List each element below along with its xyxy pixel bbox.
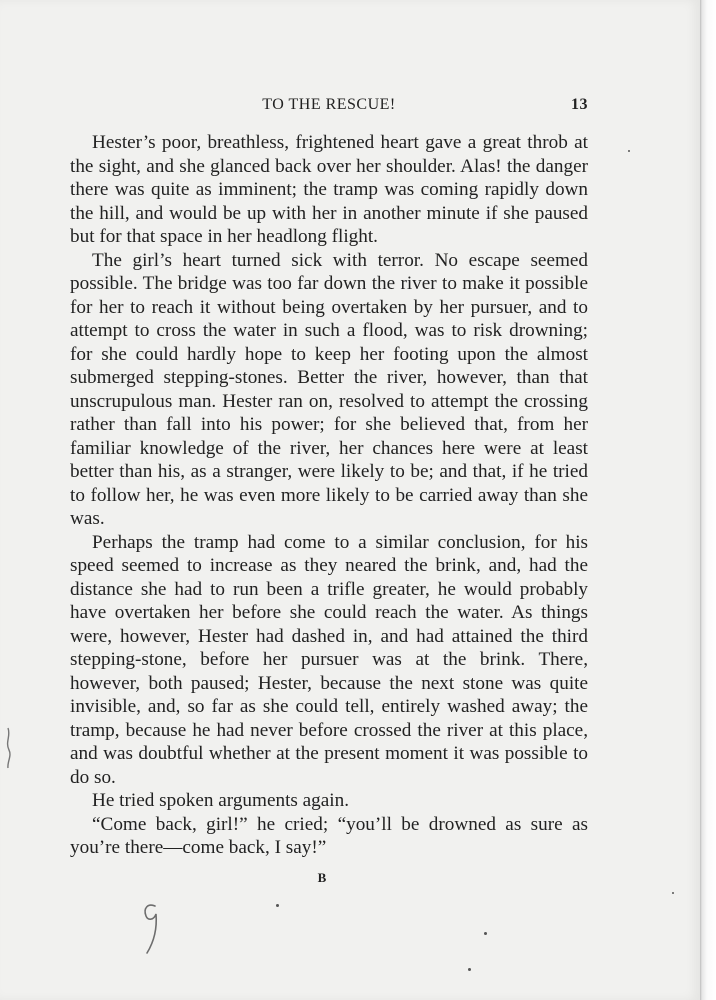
paragraph: Perhaps the tramp had come to a similar conclusion, for his speed seemed to increase as they neared the brink, and, had the distance she had to run been a trifle greater, he would probably have overtaken her before she could reach the water. As things were, however, Hester had dashed in, and had attained the third stepping-stone, before her pursuer was at the brink. There, however, both paused; Hester, because the next stone was quite invisible, and, so far as she could tell, entirely washed away; the tramp, because he had never before crossed the river at this place, and was doubtful whether at the present moment it was possible to do so. [70, 531, 588, 788]
running-header [70, 96, 588, 118]
paragraph: He tried spoken arguments again. [92, 790, 350, 811]
handwritten-pencil-mark [138, 898, 164, 958]
paragraph: Hester’s poor, breathless, frightened heart gave a great throb at the sight, and she glanced back over her shoulder. Alas! the danger there was quite as imminent; the tramp was coming rapidly down the hill, and would be up with her in another minute if she paused but for that space in her headlong flight. [70, 132, 588, 247]
page-number: 13 [571, 96, 588, 113]
paper-speck [468, 968, 471, 971]
body-text [70, 131, 588, 860]
signature-mark: B [317, 870, 327, 885]
paper-speck [672, 892, 674, 894]
paragraph: The girl’s heart turned sick with terror. No escape seemed possible. The bridge was too far down the river to make it possible for her to reach it without being overtaken by her pursuer, and to attempt to cross the water in such a flood, was to risk drowning; for she could hardly hope to keep her footing upon the almost submerged stepping-stones. Better the river, however, than that unscrupulous man. Hester ran on, resolved to attempt the crossing rather than fall into his power; for she believed that, from her familiar knowledge of the river, her chances here were at least better than his, as a stranger, were likely to be; and that, if he tried to follow her, he was even more likely to be carried away than she was. [70, 249, 588, 529]
margin-speck [2, 724, 14, 770]
page-edge [700, 0, 716, 1000]
paper-speck [276, 904, 279, 907]
running-title: TO THE RESCUE! [262, 96, 396, 113]
paper-speck [484, 932, 487, 935]
paragraph: “Come back, girl!” he cried; “you’ll be drowned as sure as you’re there—come back, I say!” [70, 813, 588, 858]
paper-speck [628, 150, 630, 152]
